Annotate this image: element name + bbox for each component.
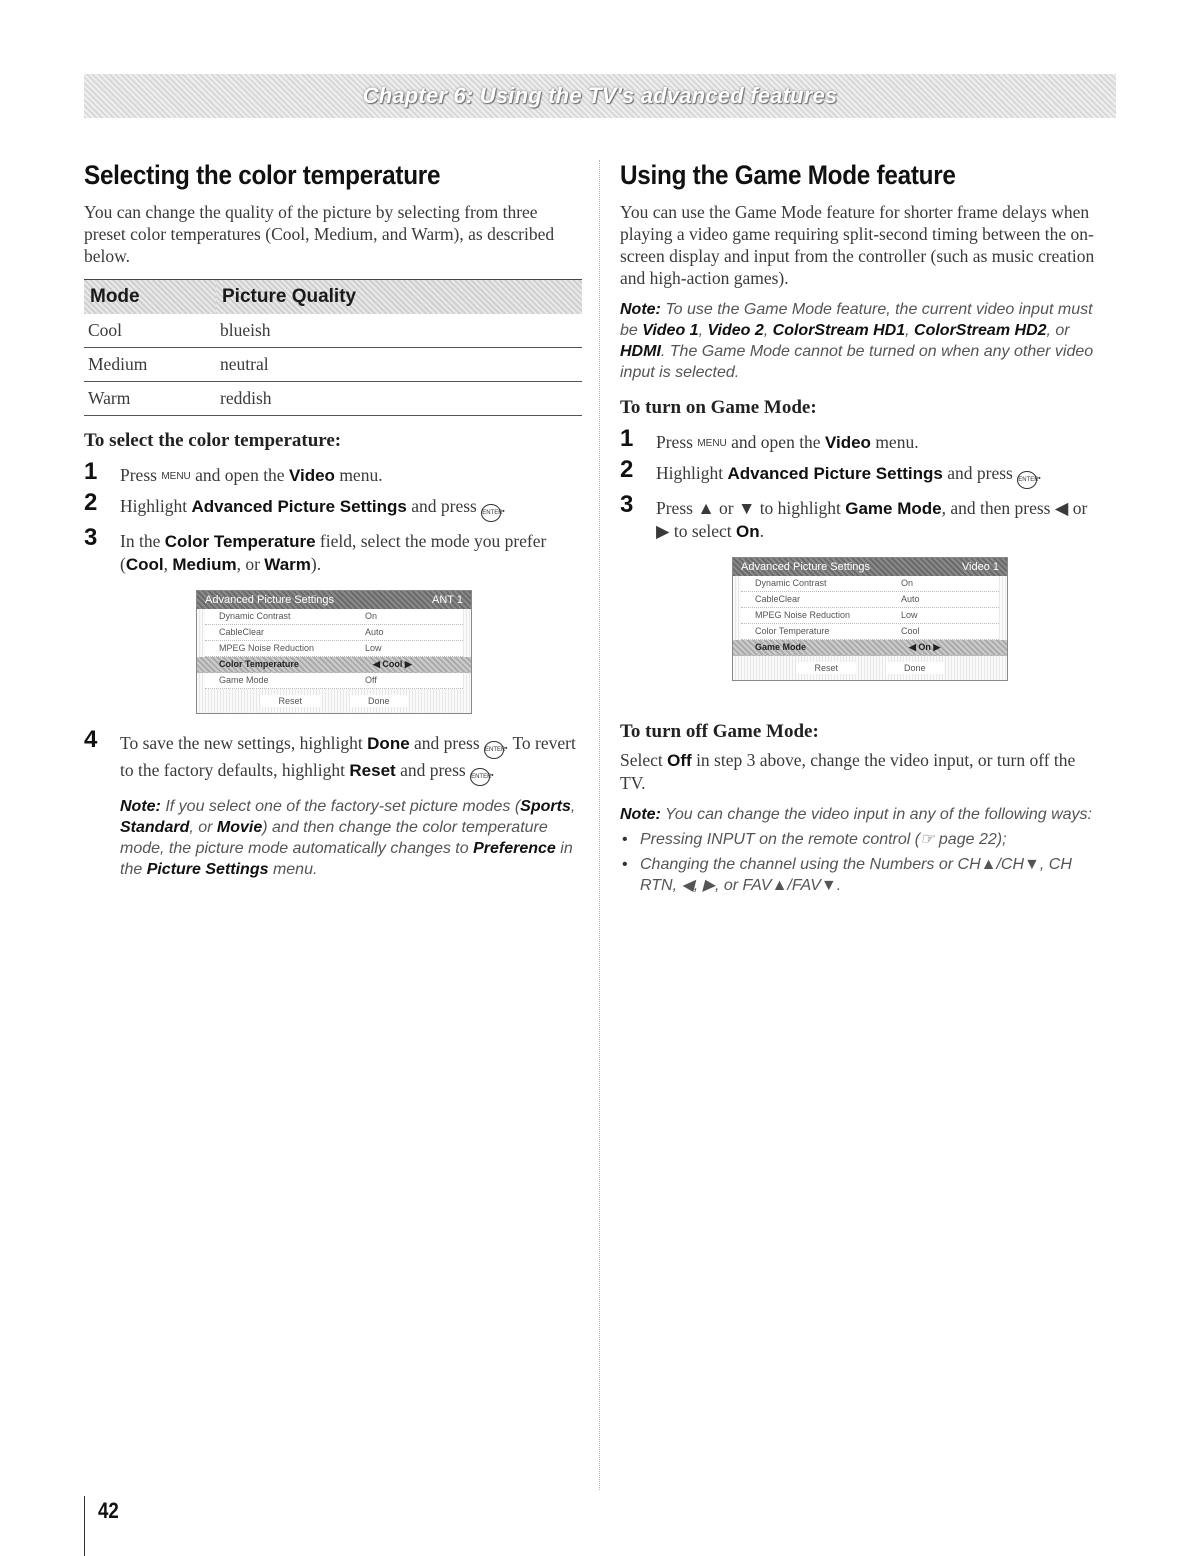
left-arrow-icon: ◀ [1054, 498, 1069, 518]
game-mode-title: Using the Game Mode feature [620, 160, 956, 190]
osd-done-button: Done [886, 662, 944, 674]
list-item: • Pressing INPUT on the remote control (☞ page 22); [620, 829, 1100, 850]
osd-reset-button: Reset [796, 662, 856, 674]
osd-menu-color-temp [196, 590, 472, 714]
osd-header: Advanced Picture Settings ANT 1 [197, 591, 471, 609]
step-1: 1 Press MENU and open the Video menu. [84, 457, 383, 485]
osd-row-highlighted: Game Mode ◀ On ▶ [733, 640, 1007, 656]
osd-row-highlighted: Color Temperature ◀ Cool ▶ [197, 657, 471, 673]
enter-button-icon: ENTER [484, 741, 504, 759]
select-color-temp-heading: To select the color temperature: [84, 429, 342, 451]
left-column [84, 160, 582, 890]
up-arrow-icon: ▲ [697, 498, 715, 518]
table-cell-mode: Medium [84, 347, 216, 381]
change-input-list [620, 829, 1100, 896]
column-divider [599, 160, 600, 1490]
osd-row: Color Temperature Cool [741, 624, 999, 640]
turn-off-text: Select Off in step 3 above, change the video input, or turn off the TV. [620, 750, 1076, 793]
note-color-temp: Note: If you select one of the factory-set picture modes (Sports, Standard, or Movie) and then change the color temperature mode, the picture mode automatically changes to Preference in the Picture Settings menu. [120, 797, 576, 878]
osd-menu-game-mode [732, 557, 1008, 681]
turn-on-game-mode-heading: To turn on Game Mode: [620, 397, 817, 418]
enter-button-icon: ENTER [1017, 471, 1037, 489]
right-arrow-icon: ▶ [656, 521, 670, 541]
osd-reset-button: Reset [260, 695, 320, 707]
menu-button-icon: MENU [697, 438, 727, 449]
enter-button-icon: ENTER [470, 768, 490, 786]
enter-button-icon: ENTER [481, 504, 501, 522]
down-arrow-icon: ▼ [737, 498, 756, 518]
table-row [84, 314, 582, 348]
step-2: 2 Highlight Advanced Picture Settings and press ENTER. [620, 462, 1100, 489]
list-item: • Changing the channel using the Numbers or CH▲/CH▼, CH RTN, ◀, ▶, or FAV▲/FAV▼. [620, 854, 1100, 896]
color-temperature-intro: You can change the quality of the picture by selecting from three preset color temperatures (Cool, Medium, and Warm), as described below. [84, 202, 555, 266]
note-game-mode-inputs: Note: To use the Game Mode feature, the current video input must be Video 1, Video 2, ColorStream HD1, ColorStream HD2, or HDMI. The Game Mode cannot be turned on when any other video input is selected. [620, 301, 1094, 381]
chapter-banner [84, 74, 1116, 118]
osd-row: MPEG Noise Reduction Low [741, 608, 999, 624]
note-change-input: Note: You can change the video input in any of the following ways: [620, 806, 1092, 823]
osd-header: Advanced Picture Settings Video 1 [733, 558, 1007, 576]
osd-row: CableClear Auto [205, 625, 463, 641]
table-cell-quality: blueish [216, 314, 582, 348]
osd-done-button: Done [350, 695, 408, 707]
table-header-mode: Mode [84, 280, 216, 314]
page-number: 42 [98, 1498, 119, 1523]
step-2: 2 Highlight Advanced Picture Settings and press ENTER. [84, 495, 582, 522]
table-cell-quality: neutral [216, 347, 582, 381]
step-1: 1 Press MENU and open the Video menu. [620, 425, 919, 452]
step-3: 3 Press ▲ or ▼ to highlight Game Mode, and then press ◀ or ▶ to select On. [620, 491, 1088, 541]
table-cell-mode: Cool [84, 314, 216, 348]
turn-off-game-mode-heading: To turn off Game Mode: [620, 721, 819, 742]
table-row [84, 347, 582, 381]
chapter-title: Chapter 6: Using the TV's advanced features [362, 83, 838, 108]
table-header-quality: Picture Quality [216, 280, 582, 314]
osd-buttons [197, 689, 471, 713]
osd-row: CableClear Auto [741, 592, 999, 608]
table-cell-quality: reddish [216, 381, 582, 415]
step-4: 4 To save the new settings, highlight Done and press ENTER. To revert to the factory defaults, highlight Reset and press ENTER. [84, 732, 582, 786]
osd-row: MPEG Noise Reduction Low [205, 641, 463, 657]
osd-buttons [733, 656, 1007, 680]
page-number-rule [84, 1496, 85, 1556]
right-column [620, 160, 1100, 900]
osd-row: Dynamic Contrast On [205, 609, 463, 625]
table-row [84, 381, 582, 415]
step-3: 3 In the Color Temperature field, select the mode you prefer (Cool, Medium, or Warm). [84, 523, 547, 574]
color-temperature-table [84, 279, 582, 416]
osd-row: Dynamic Contrast On [741, 576, 999, 592]
color-temperature-title: Selecting the color temperature [84, 160, 441, 190]
osd-row: Game Mode Off [205, 673, 463, 689]
menu-button-icon: MENU [161, 470, 191, 482]
table-cell-mode: Warm [84, 381, 216, 415]
game-mode-intro: You can use the Game Mode feature for shorter frame delays when playing a video game requiring split-second timing between the on-screen display and input from the controller (such as music creation and high-action games). [620, 202, 1095, 288]
